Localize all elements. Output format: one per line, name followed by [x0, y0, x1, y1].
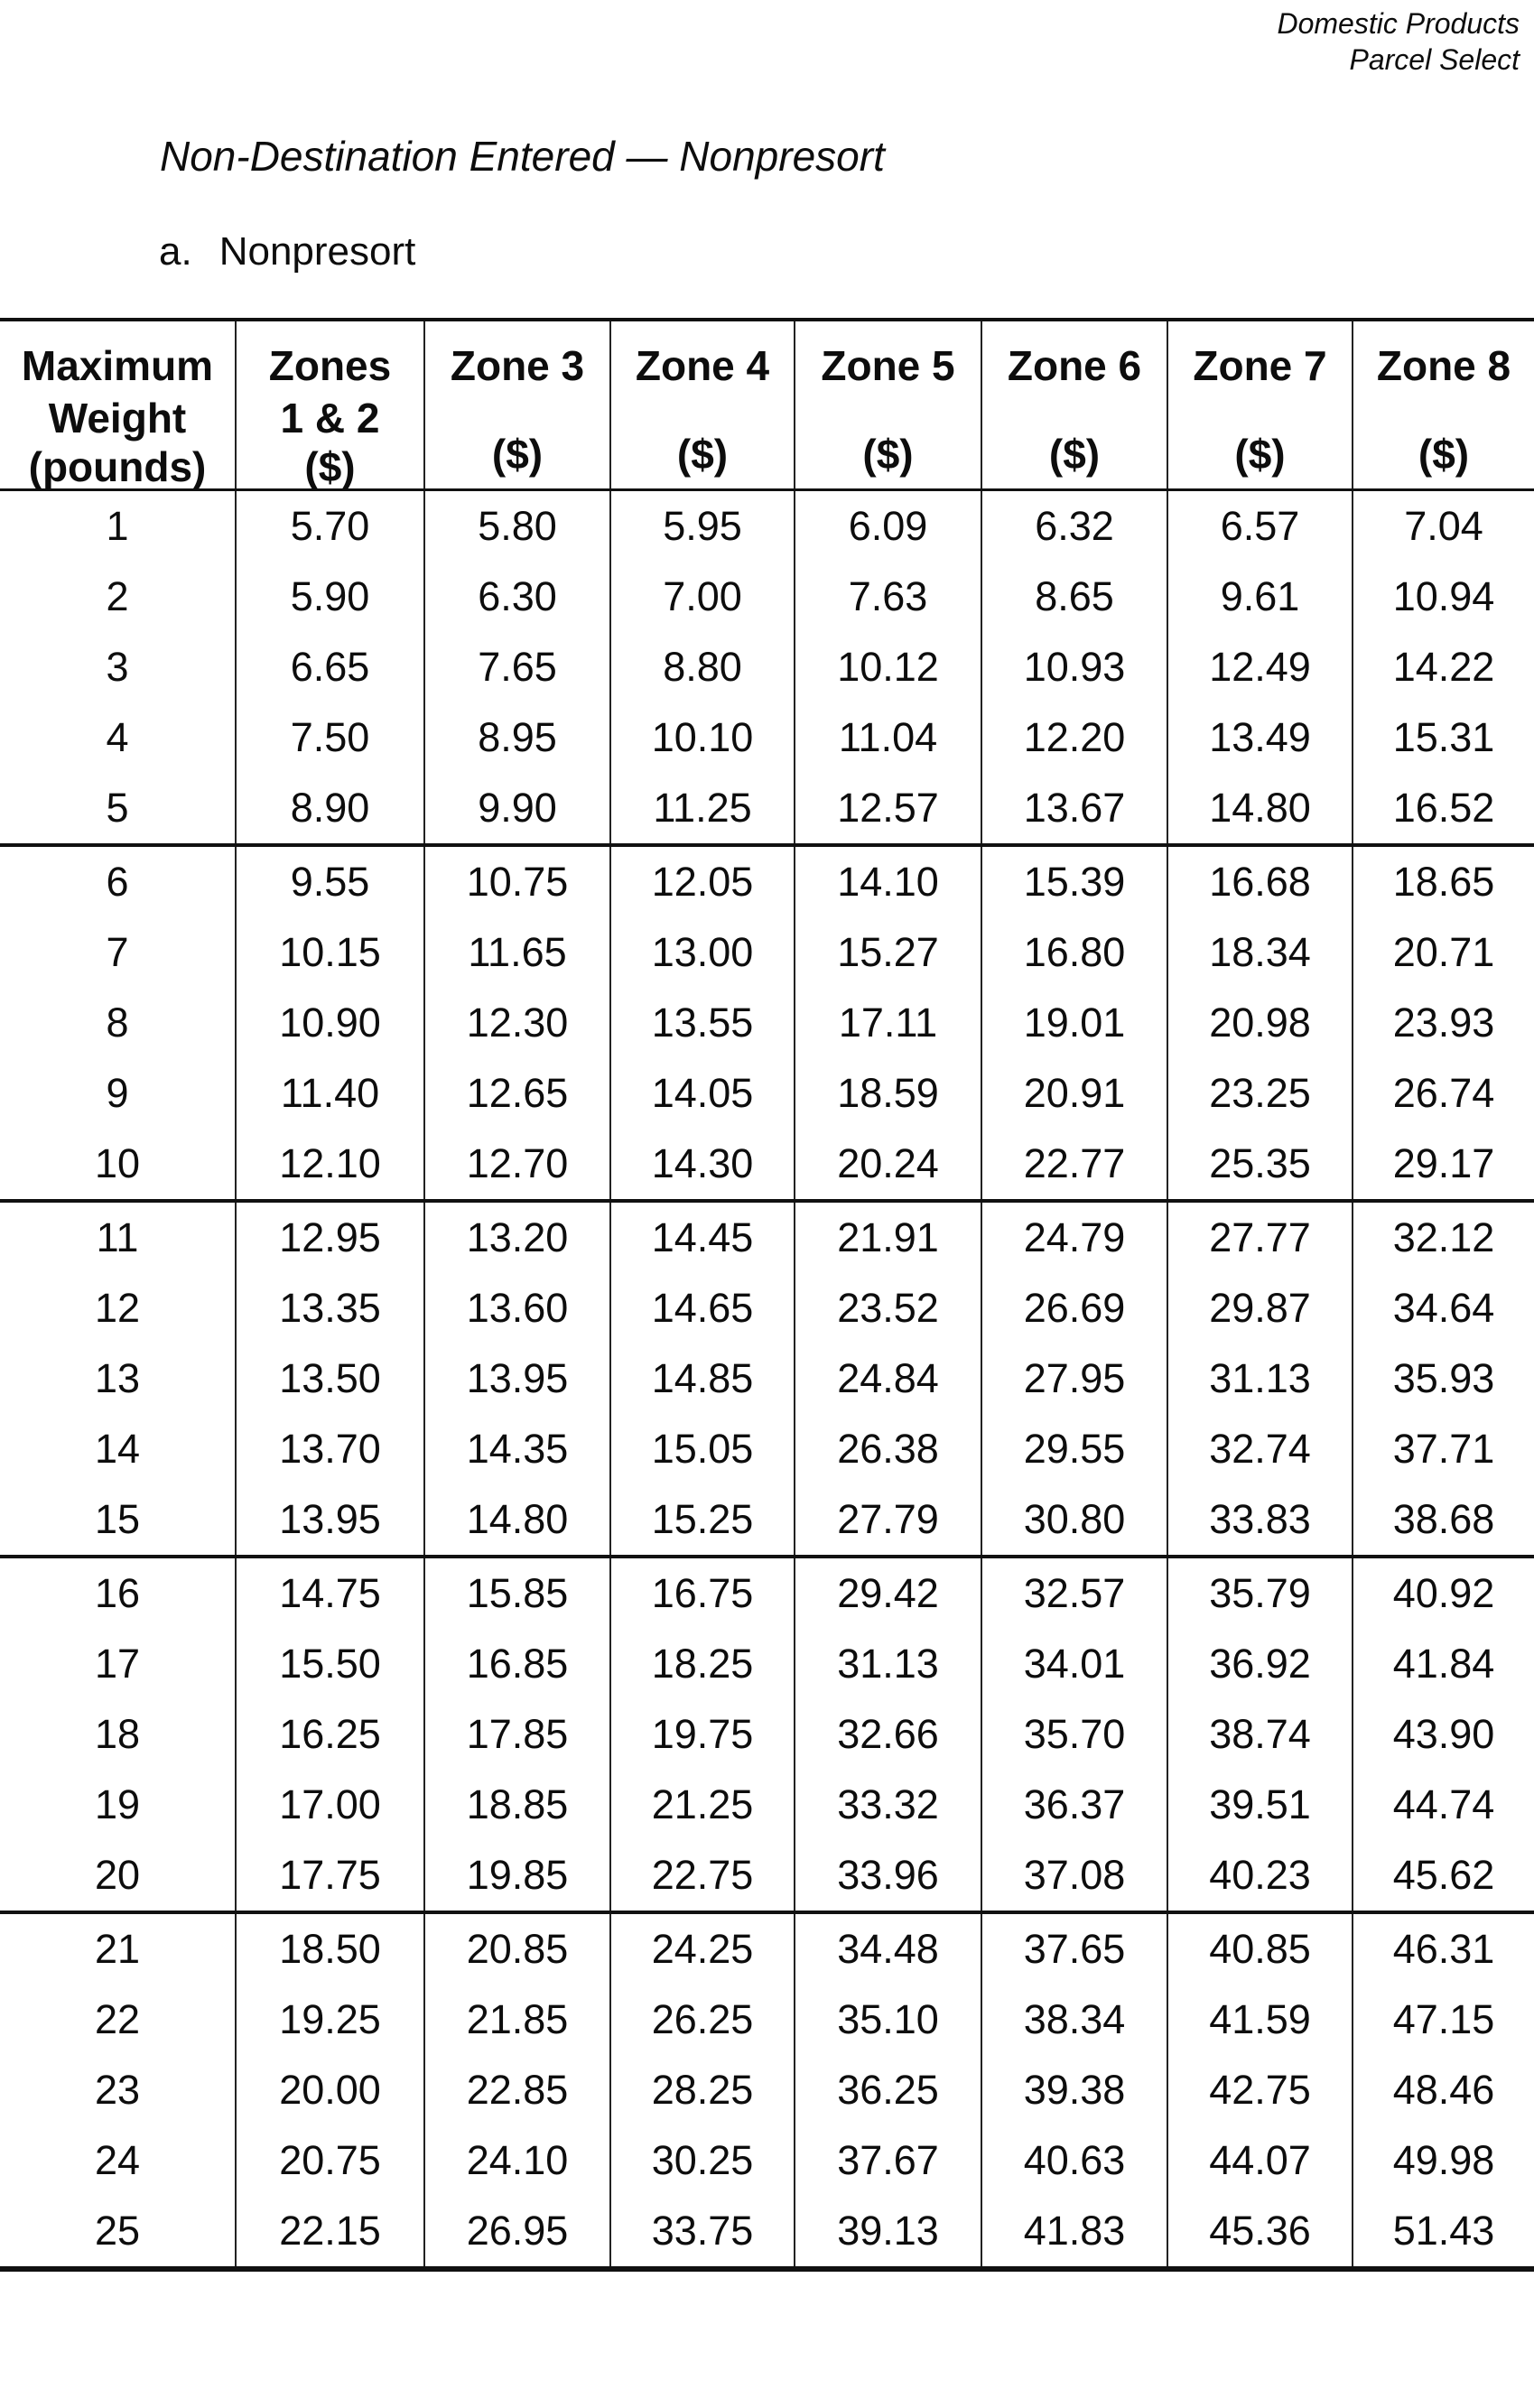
- rate-cell: 5.70: [236, 490, 424, 562]
- column-header-zone: Zones 1 & 2 ($): [236, 320, 424, 490]
- rate-cell: 21.85: [424, 1985, 610, 2055]
- rate-cell: 33.75: [610, 2196, 795, 2269]
- rate-cell: 7.50: [236, 702, 424, 773]
- rate-cell: 32.74: [1167, 1414, 1353, 1484]
- rate-cell: 8.80: [610, 632, 795, 702]
- rate-cell: 7.04: [1353, 490, 1534, 562]
- rate-cell: 5.90: [236, 562, 424, 632]
- rate-cell: 35.93: [1353, 1343, 1534, 1414]
- rate-cell: 16.85: [424, 1629, 610, 1699]
- rate-row: [0, 845, 1534, 917]
- weight-cell: 10: [94, 1140, 141, 1186]
- rate-cell: 29.87: [1167, 1273, 1353, 1343]
- rate-cell: 5.80: [424, 490, 610, 562]
- column-header-zone: Zone 7 ($): [1167, 320, 1353, 490]
- rate-cell: 6.30: [424, 562, 610, 632]
- rate-cell: 49.98: [1353, 2125, 1534, 2196]
- rate-cell: 22.85: [424, 2055, 610, 2125]
- rate-cell: 37.65: [981, 1912, 1167, 1985]
- rate-cell: 24.25: [610, 1912, 795, 1985]
- rate-cell: 16.25: [236, 1699, 424, 1770]
- weight-cell: 7: [106, 929, 129, 975]
- rate-cell: 32.12: [1353, 1201, 1534, 1273]
- rate-cell: 44.74: [1353, 1770, 1534, 1840]
- list-item-marker: a.: [159, 229, 192, 274]
- rate-cell: 32.57: [981, 1557, 1167, 1629]
- rate-cell: 15.05: [610, 1414, 795, 1484]
- rate-row: [0, 1343, 1534, 1414]
- rate-cell: 5.95: [610, 490, 795, 562]
- rate-table-header-row: [0, 320, 1534, 490]
- section-title: Non-Destination Entered — Nonpresort: [160, 133, 885, 180]
- rate-cell: 9.90: [424, 773, 610, 845]
- rate-cell: 34.48: [795, 1912, 981, 1985]
- rate-row: [0, 1985, 1534, 2055]
- rate-cell: 7.63: [795, 562, 981, 632]
- rate-cell: 23.25: [1167, 1058, 1353, 1129]
- rate-cell: 45.36: [1167, 2196, 1353, 2269]
- running-header: [1277, 5, 1520, 78]
- rate-cell: 33.83: [1167, 1484, 1353, 1557]
- rate-row: [0, 1912, 1534, 1985]
- rate-cell: 15.39: [981, 845, 1167, 917]
- rate-cell: 19.75: [610, 1699, 795, 1770]
- rate-cell: 10.12: [795, 632, 981, 702]
- rate-cell: 14.65: [610, 1273, 795, 1343]
- rate-cell: 13.60: [424, 1273, 610, 1343]
- weight-cell: 14: [94, 1426, 141, 1472]
- weight-cell: 4: [106, 714, 129, 760]
- rate-cell: 39.51: [1167, 1770, 1353, 1840]
- rate-table-body: [0, 490, 1534, 2270]
- rate-cell: 9.55: [236, 845, 424, 917]
- rate-cell: 25.35: [1167, 1129, 1353, 1201]
- rate-cell: 13.95: [424, 1343, 610, 1414]
- running-header-line-1: Domestic Products: [1277, 7, 1520, 40]
- rate-cell: 16.68: [1167, 845, 1353, 917]
- rate-cell: 20.75: [236, 2125, 424, 2196]
- rate-cell: 36.92: [1167, 1629, 1353, 1699]
- rate-cell: 29.17: [1353, 1129, 1534, 1201]
- rate-row: [0, 1699, 1534, 1770]
- rate-cell: 31.13: [795, 1629, 981, 1699]
- rate-cell: 20.24: [795, 1129, 981, 1201]
- rate-cell: 29.55: [981, 1414, 1167, 1484]
- rate-cell: 21.91: [795, 1201, 981, 1273]
- rate-cell: 47.15: [1353, 1985, 1534, 2055]
- rate-cell: 20.71: [1353, 917, 1534, 988]
- rate-row: [0, 1557, 1534, 1629]
- weight-cell: 17: [94, 1641, 141, 1687]
- rate-cell: 36.25: [795, 2055, 981, 2125]
- column-header-zone: Zone 4 ($): [610, 320, 795, 490]
- rate-cell: 35.10: [795, 1985, 981, 2055]
- column-header-zone: Zone 8 ($): [1353, 320, 1534, 490]
- weight-cell: 2: [106, 573, 129, 619]
- column-header-zone: Zone 3 ($): [424, 320, 610, 490]
- rate-cell: 24.10: [424, 2125, 610, 2196]
- rate-row: [0, 1770, 1534, 1840]
- rate-cell: 40.23: [1167, 1840, 1353, 1912]
- rate-cell: 7.65: [424, 632, 610, 702]
- running-header-line-2: Parcel Select: [1349, 43, 1520, 76]
- rate-cell: 28.25: [610, 2055, 795, 2125]
- rate-cell: 35.79: [1167, 1557, 1353, 1629]
- rate-row: [0, 2055, 1534, 2125]
- rate-cell: 20.00: [236, 2055, 424, 2125]
- weight-cell: 20: [94, 1852, 141, 1898]
- rate-row: [0, 917, 1534, 988]
- rate-cell: 42.75: [1167, 2055, 1353, 2125]
- rate-cell: 13.20: [424, 1201, 610, 1273]
- rate-cell: 26.95: [424, 2196, 610, 2269]
- rate-cell: 29.42: [795, 1557, 981, 1629]
- rate-cell: 12.57: [795, 773, 981, 845]
- rate-row: [0, 490, 1534, 562]
- weight-cell: 24: [94, 2137, 141, 2183]
- weight-cell: 22: [94, 1996, 141, 2042]
- rate-row: [0, 1273, 1534, 1343]
- rate-cell: 26.25: [610, 1985, 795, 2055]
- rate-cell: 30.80: [981, 1484, 1167, 1557]
- rate-cell: 22.77: [981, 1129, 1167, 1201]
- rate-cell: 33.96: [795, 1840, 981, 1912]
- rate-row: [0, 632, 1534, 702]
- rate-cell: 34.64: [1353, 1273, 1534, 1343]
- rate-row: [0, 702, 1534, 773]
- rate-cell: 36.37: [981, 1770, 1167, 1840]
- rate-cell: 13.95: [236, 1484, 424, 1557]
- rate-cell: 19.01: [981, 988, 1167, 1058]
- rate-cell: 13.35: [236, 1273, 424, 1343]
- rate-cell: 41.59: [1167, 1985, 1353, 2055]
- rate-cell: 39.38: [981, 2055, 1167, 2125]
- rate-cell: 35.70: [981, 1699, 1167, 1770]
- rate-cell: 30.25: [610, 2125, 795, 2196]
- weight-cell: 18: [94, 1711, 141, 1757]
- weight-cell: 1: [106, 503, 129, 549]
- weight-cell: 19: [94, 1781, 141, 1827]
- rate-row: [0, 1129, 1534, 1201]
- rate-cell: 18.85: [424, 1770, 610, 1840]
- rate-cell: 24.79: [981, 1201, 1167, 1273]
- rate-cell: 14.30: [610, 1129, 795, 1201]
- rate-cell: 32.66: [795, 1699, 981, 1770]
- weight-cell: 11: [0, 1201, 236, 1273]
- rate-cell: 27.77: [1167, 1201, 1353, 1273]
- rate-cell: 15.27: [795, 917, 981, 988]
- rate-cell: 26.38: [795, 1414, 981, 1484]
- rate-cell: 40.63: [981, 2125, 1167, 2196]
- rate-cell: 14.45: [610, 1201, 795, 1273]
- rate-cell: 14.05: [610, 1058, 795, 1129]
- weight-cell: 21: [0, 1912, 236, 1985]
- rate-cell: 14.10: [795, 845, 981, 917]
- rate-cell: 20.85: [424, 1912, 610, 1985]
- rate-cell: 22.15: [236, 2196, 424, 2269]
- rate-cell: 23.52: [795, 1273, 981, 1343]
- rate-cell: 10.15: [236, 917, 424, 988]
- rate-row: [0, 1840, 1534, 1912]
- rate-cell: 43.90: [1353, 1699, 1534, 1770]
- rate-cell: 17.85: [424, 1699, 610, 1770]
- rate-cell: 7.00: [610, 562, 795, 632]
- rate-cell: 13.67: [981, 773, 1167, 845]
- rate-cell: 6.57: [1167, 490, 1353, 562]
- weight-cell: 15: [94, 1496, 141, 1542]
- rate-cell: 10.93: [981, 632, 1167, 702]
- column-header-zone: Zone 5 ($): [795, 320, 981, 490]
- rate-cell: 17.75: [236, 1840, 424, 1912]
- rate-row: [0, 2196, 1534, 2269]
- weight-cell: 25: [94, 2208, 141, 2254]
- rate-cell: 16.52: [1353, 773, 1534, 845]
- rate-cell: 10.94: [1353, 562, 1534, 632]
- rate-cell: 19.85: [424, 1840, 610, 1912]
- weight-cell: 3: [106, 644, 129, 690]
- rate-cell: 8.95: [424, 702, 610, 773]
- rate-cell: 13.49: [1167, 702, 1353, 773]
- rate-cell: 18.50: [236, 1912, 424, 1985]
- rate-cell: 13.50: [236, 1343, 424, 1414]
- rate-cell: 14.75: [236, 1557, 424, 1629]
- rate-row: [0, 1484, 1534, 1557]
- rate-cell: 40.85: [1167, 1912, 1353, 1985]
- rate-cell: 17.11: [795, 988, 981, 1058]
- weight-cell: 9: [106, 1070, 129, 1116]
- rate-cell: 51.43: [1353, 2196, 1534, 2269]
- rate-cell: 17.00: [236, 1770, 424, 1840]
- rate-cell: 14.22: [1353, 632, 1534, 702]
- weight-cell: 8: [106, 999, 129, 1046]
- rate-cell: 12.65: [424, 1058, 610, 1129]
- rate-row: [0, 773, 1534, 845]
- rate-cell: 15.85: [424, 1557, 610, 1629]
- rate-row: [0, 2125, 1534, 2196]
- rate-cell: 20.98: [1167, 988, 1353, 1058]
- rate-row: [0, 562, 1534, 632]
- rate-cell: 22.75: [610, 1840, 795, 1912]
- rate-cell: 16.80: [981, 917, 1167, 988]
- rate-cell: 37.67: [795, 2125, 981, 2196]
- weight-cell: 6: [0, 845, 236, 917]
- rate-cell: 15.50: [236, 1629, 424, 1699]
- rate-cell: 46.31: [1353, 1912, 1534, 1985]
- rate-cell: 16.75: [610, 1557, 795, 1629]
- rate-cell: 13.70: [236, 1414, 424, 1484]
- list-item-label: Nonpresort: [218, 229, 416, 274]
- rate-cell: 11.40: [236, 1058, 424, 1129]
- rate-cell: 19.25: [236, 1985, 424, 2055]
- rate-cell: 23.93: [1353, 988, 1534, 1058]
- weight-cell: 12: [94, 1285, 141, 1331]
- rate-cell: 44.07: [1167, 2125, 1353, 2196]
- column-header-weight: Maximum Weight (pounds): [0, 320, 236, 490]
- rate-row: [0, 1414, 1534, 1484]
- rate-cell: 27.95: [981, 1343, 1167, 1414]
- rate-cell: 10.75: [424, 845, 610, 917]
- rate-cell: 18.65: [1353, 845, 1534, 917]
- rate-row: [0, 1058, 1534, 1129]
- rate-cell: 18.59: [795, 1058, 981, 1129]
- rate-cell: 6.32: [981, 490, 1167, 562]
- list-item-nonpresort: [159, 229, 415, 274]
- rate-cell: 11.65: [424, 917, 610, 988]
- rate-cell: 21.25: [610, 1770, 795, 1840]
- rate-cell: 14.80: [424, 1484, 610, 1557]
- rate-cell: 38.74: [1167, 1699, 1353, 1770]
- rate-row: [0, 1629, 1534, 1699]
- rate-cell: 18.34: [1167, 917, 1353, 988]
- rate-cell: 12.70: [424, 1129, 610, 1201]
- rate-cell: 31.13: [1167, 1343, 1353, 1414]
- rate-cell: 24.84: [795, 1343, 981, 1414]
- rate-cell: 37.71: [1353, 1414, 1534, 1484]
- rate-cell: 45.62: [1353, 1840, 1534, 1912]
- rate-cell: 13.00: [610, 917, 795, 988]
- rate-cell: 15.31: [1353, 702, 1534, 773]
- weight-cell: 16: [0, 1557, 236, 1629]
- rate-cell: 12.95: [236, 1201, 424, 1273]
- rate-cell: 12.30: [424, 988, 610, 1058]
- rate-cell: 9.61: [1167, 562, 1353, 632]
- rate-cell: 11.04: [795, 702, 981, 773]
- rate-row: [0, 1201, 1534, 1273]
- rate-cell: 41.83: [981, 2196, 1167, 2269]
- rate-cell: 14.80: [1167, 773, 1353, 845]
- rate-cell: 10.90: [236, 988, 424, 1058]
- rate-cell: 11.25: [610, 773, 795, 845]
- rate-cell: 37.08: [981, 1840, 1167, 1912]
- rate-cell: 18.25: [610, 1629, 795, 1699]
- rate-cell: 33.32: [795, 1770, 981, 1840]
- rate-cell: 12.10: [236, 1129, 424, 1201]
- rate-cell: 40.92: [1353, 1557, 1534, 1629]
- rate-cell: 8.65: [981, 562, 1167, 632]
- rate-cell: 41.84: [1353, 1629, 1534, 1699]
- weight-cell: 13: [94, 1355, 141, 1401]
- rate-cell: 6.09: [795, 490, 981, 562]
- rate-cell: 12.05: [610, 845, 795, 917]
- rate-cell: 12.49: [1167, 632, 1353, 702]
- rate-cell: 8.90: [236, 773, 424, 845]
- rate-cell: 6.65: [236, 632, 424, 702]
- rate-cell: 26.74: [1353, 1058, 1534, 1129]
- rate-table: [0, 318, 1534, 2272]
- rate-cell: 12.20: [981, 702, 1167, 773]
- rate-row: [0, 988, 1534, 1058]
- column-header-zone: Zone 6 ($): [981, 320, 1167, 490]
- rate-cell: 27.79: [795, 1484, 981, 1557]
- rate-cell: 48.46: [1353, 2055, 1534, 2125]
- rate-cell: 20.91: [981, 1058, 1167, 1129]
- rate-cell: 39.13: [795, 2196, 981, 2269]
- rate-cell: 10.10: [610, 702, 795, 773]
- rate-cell: 14.35: [424, 1414, 610, 1484]
- rate-cell: 14.85: [610, 1343, 795, 1414]
- rate-cell: 15.25: [610, 1484, 795, 1557]
- rate-cell: 38.34: [981, 1985, 1167, 2055]
- rate-cell: 26.69: [981, 1273, 1167, 1343]
- rate-cell: 38.68: [1353, 1484, 1534, 1557]
- weight-cell: 5: [106, 785, 129, 831]
- rate-cell: 34.01: [981, 1629, 1167, 1699]
- rate-cell: 13.55: [610, 988, 795, 1058]
- weight-cell: 23: [94, 2067, 141, 2113]
